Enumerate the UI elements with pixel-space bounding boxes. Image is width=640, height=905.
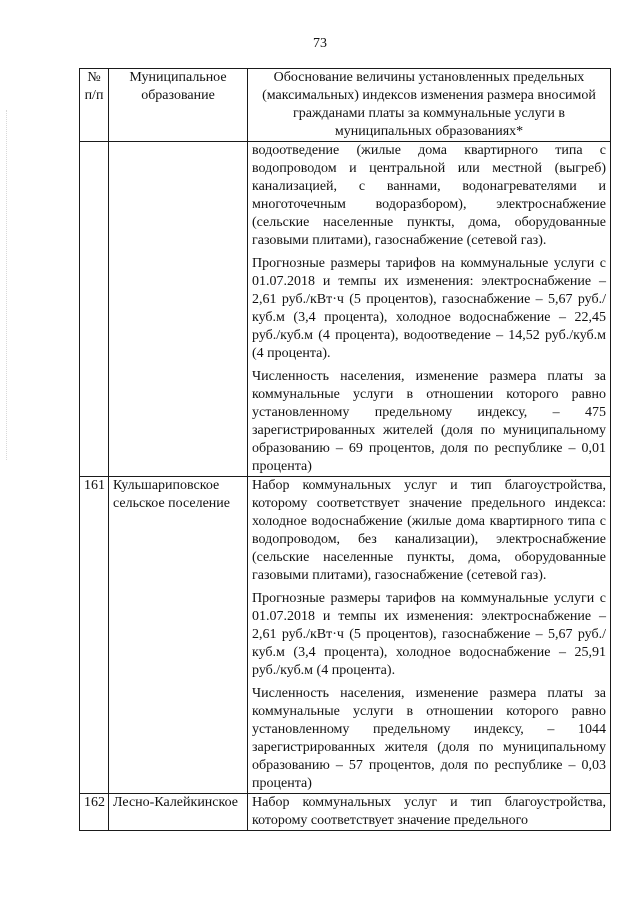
tariff-index-table (79, 68, 611, 831)
scan-margin-artifact (6, 110, 9, 460)
justification-paragraph: Численность населения, изменение размера платы за коммунальные услуги в отношении которого равно установленному предельному индексу, – 1044 зарегистрированных жителя (доля по муниципальному образованию – 57 процентов, доля по республике – 0,03 процента) (252, 686, 606, 791)
justification-paragraph: Численность населения, изменение размера платы за коммунальные услуги в отношении которого равно установленному предельному индексу, – 475 зарегистрированных жителей (доля по муниципальному образованию – 69 процентов, доля по республике – 0,01 процента) (252, 369, 606, 474)
table-header-row (80, 69, 611, 142)
justification-paragraph: Прогнозные размеры тарифов на коммунальные услуги с 01.07.2018 и темпы их изменения: электроснабжение – 2,61 руб./кВт·ч (5 процентов), газоснабжение – 5,67 руб./куб.м (3,4 процента), холодное водоснабжение – 22,45 руб./куб.м (4 процента), водоотведение – 14,52 руб./куб.м (4 процента). (252, 256, 606, 361)
row-municipality (109, 142, 248, 477)
header-municipality: Муниципальное образование (109, 69, 248, 142)
row-municipality: Кульшариповское сельское поселение (109, 477, 248, 794)
row-justification (248, 477, 611, 794)
table-row (80, 794, 611, 831)
header-justification: Обоснование величины установленных предельных (максимальных) индексов изменения размера вносимой гражданами платы за коммунальные услуги в муниципальных образованиях* (248, 69, 611, 142)
justification-paragraph: Набор коммунальных услуг и тип благоустройства, которому соответствует значение предельного индекса: холодное водоснабжение (жилые дома квартирного типа с водопроводом, без канализации), электроснабжение (сельские населенные пункты, дома, оборудованные газовыми плитами), газоснабжение (сетевой газ). (252, 478, 606, 583)
row-number: 161 (80, 477, 109, 794)
justification-paragraph: Набор коммунальных услуг и тип благоустройства, которому соответствует значение предельного (252, 795, 606, 828)
justification-paragraph: Прогнозные размеры тарифов на коммунальные услуги с 01.07.2018 и темпы их изменения: электроснабжение – 2,61 руб./кВт·ч (5 процентов), газоснабжение – 5,67 руб./куб.м (3,4 процента), холодное водоснабжение – 25,91 руб./куб.м (4 процента). (252, 591, 606, 678)
row-municipality: Лесно-Калейкинское (109, 794, 248, 831)
justification-paragraph: водоотведение (жилые дома квартирного типа с водопроводом и центральной или местной (выгреб) канализацией, с ваннами, водонагревателями и многоточечным водоразбором), электроснабжение (сельские населенные пункты, дома, оборудованные газовыми плитами), газоснабжение (сетевой газ). (252, 143, 606, 248)
row-number: 162 (80, 794, 109, 831)
row-justification (248, 142, 611, 477)
row-number (80, 142, 109, 477)
header-number: № п/п (80, 69, 109, 142)
table-row (80, 142, 611, 477)
page-number: 73 (313, 36, 327, 51)
row-justification (248, 794, 611, 831)
table-row (80, 477, 611, 794)
